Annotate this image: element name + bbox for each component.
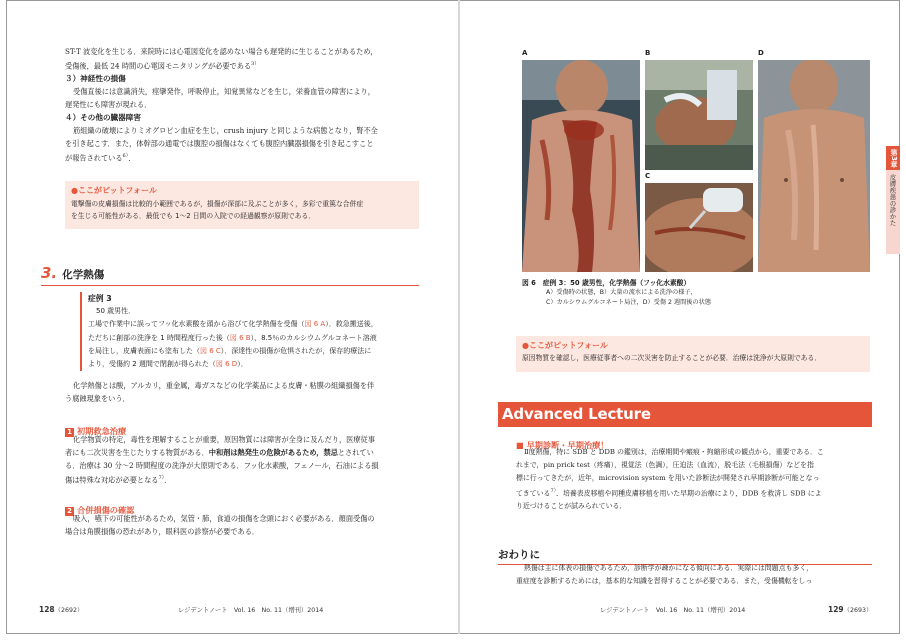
pitfall-text: 原因物質を確認し，医療従事者への二次災害を防止することが必要．治療は洗浄が大原則である．: [522, 354, 822, 362]
body-line: れまで，pin prick test（疼痛），視覚法（色調），圧迫法（血流），脱毛法（毛根損傷）などを指: [516, 461, 814, 469]
page-number: 128: [39, 605, 55, 614]
page-number-sub: （2692）: [54, 607, 84, 614]
section-title: 化学熱傷: [62, 269, 105, 281]
photo-label-c: C: [645, 172, 651, 180]
chem-intro-line: う腐蝕現象をいう．: [65, 394, 130, 403]
chem-intro-line: 化学熱傷とは酸，アルカリ，重金属，毒ガスなどの化学薬品による皮膚・粘膜の組織損傷を伴: [73, 381, 375, 390]
page-number: 129: [828, 605, 844, 614]
case-line: より，受傷約 2 週間で閉創が得られた（図 6 D）．: [88, 360, 248, 369]
closing-body: [516, 562, 876, 588]
chem-intro: [65, 379, 425, 405]
chapter-subtitle: 皮膚疾患の診かた: [888, 174, 897, 226]
body-line: 標に行ってきたが，近年，microvision system を用いた診断法が開発され早期診断が可能となっ: [516, 474, 820, 482]
advanced-body: [516, 446, 876, 513]
pitfall-title: ●ここがピットフォール: [522, 341, 608, 350]
pitfall-text: [71, 198, 413, 222]
ref-mark: 3）: [251, 61, 260, 67]
figure-ref-link[interactable]: 図 6 A: [304, 320, 326, 329]
figure-label: 図 6 症例 3：50 歳男性，化学熱傷（フッ化水素酸）: [522, 279, 691, 287]
intro-block: [65, 45, 425, 165]
ref-mark: 7）: [550, 488, 557, 494]
subsection-number-badge: 1: [65, 428, 74, 437]
figure-ref-link[interactable]: 図 6 D: [215, 360, 238, 369]
subsection-1-body: [65, 433, 425, 486]
figure-caption-line: C）カルシウムグルコネート局注，D）受傷 2 週間後の状態: [546, 299, 712, 306]
clinical-photo-d: [758, 60, 870, 272]
photo-label-d: D: [758, 49, 764, 57]
advanced-lecture-banner: Advanced Lecture: [498, 402, 872, 427]
case-title: 症例 3: [88, 294, 112, 303]
subsection-title: 初期救急治療: [77, 426, 127, 436]
figure-caption: [522, 278, 862, 308]
case-line: ただちに創部の洗浄を 1 時間程度行った後（図 6 B），8.5％のカルシウムグルコネート溶液: [88, 333, 377, 342]
intro-line: 受傷後，最低 24 時間の心電図モニタリングが必要である$^{3)}$: [65, 61, 260, 71]
intro-line: が報告されている$^{6)}$．: [65, 153, 136, 163]
pitfall-line: 電撃傷の皮膚損傷は比較的小範囲であるが，損傷が深部に及ぶことが多く，多彩で重篤な合併症: [71, 200, 364, 208]
subsection-number-badge: 2: [65, 507, 74, 516]
figure-ref-link[interactable]: 図 6 B: [229, 333, 251, 342]
page-number-sub: （2693）: [843, 607, 873, 614]
photo-label-a: A: [522, 49, 528, 57]
chapter-side-tab: [886, 146, 900, 254]
case-age: 50 歳男性．: [96, 307, 136, 316]
body-line: てきている$^{7)}$．培養表皮移植や同種皮膚移植を用いた早期の治療により，DDB を救済し SDB によ: [516, 488, 822, 498]
case-box: [80, 292, 428, 371]
pitfall-box-2: [516, 336, 870, 372]
figure-ref-link[interactable]: 図 6 C: [200, 346, 221, 355]
case-line: を局注し，皮膚表面にも塗布した（図 6 C）．深達性の損傷が危惧されたが，保存的療法に: [88, 346, 372, 355]
right-footer-journal: レジデントノート Vol. 16 No. 11（増刊）2014: [600, 607, 746, 614]
subsection-2-body: [65, 512, 425, 538]
intro-line: を引き起こす．また，体幹部の通電では腹腔の損傷はなくても腹腔内臓器損傷を引き起こすこと: [65, 139, 374, 149]
intro-line: 筋組織の破壊によりミオグロビン血症を生じ，crush injury と同じような病態となり，腎不全: [73, 126, 378, 136]
right-page: [460, 0, 900, 634]
pitfall-box: [65, 181, 419, 229]
body-line: 場合は角膜損傷の恐れがあり，眼科医の診察が必要である．: [65, 527, 260, 536]
body-line: り近づけることが試みられている．: [516, 502, 627, 511]
pitfall-title: ●ここがピットフォール: [71, 186, 157, 195]
body-line: 重症度を診断するためには，基本的な知識を習得することが必要である．また，受傷機転をしっ: [516, 577, 813, 585]
closing-title: おわりに: [498, 549, 540, 561]
intro-line: ST-T 波変化を生じる．来院時には心電図変化を認めない場合も遅発的に生じることがあるため，: [65, 47, 378, 56]
advanced-subheading-text: ■ 早期診断・早期治療！: [516, 440, 609, 450]
pitfall-line: を生じる可能性がある．最低でも 1〜2 日間の入院での経過観察が原則である．: [71, 212, 316, 220]
clinical-photo-b: [645, 60, 753, 170]
left-page: [6, 0, 458, 634]
figure-caption-line: A）受傷時の状態，B）大量の流水による洗浄の様子，: [546, 289, 697, 296]
chapter-label: 第3章: [886, 146, 900, 170]
clinical-photo-c: [645, 183, 753, 272]
subheading-nerve: ３）神経性の損傷: [65, 74, 126, 84]
body-line: る．治療は 30 分〜2 時間程度の洗浄が大原則である．フッ化水素酸，フェノール，石油による損: [65, 461, 379, 470]
ref-mark: 6）: [122, 153, 129, 160]
book-spread: [6, 0, 900, 634]
intro-line: 遅発性にも障害が現れる．: [65, 100, 152, 110]
photo-label-b: B: [645, 49, 651, 57]
case-line: 工場で作業中に誤ってフッ化水素酸を頭から浴びて化学熱傷を受傷（図 6 A）．救急搬送後，: [88, 320, 378, 329]
ref-mark: 7）: [158, 475, 165, 481]
body-line: 吸入，嚥下の可能性があるため，気管・肺，食道の損傷を念頭におく必要がある．顔面受傷の: [73, 514, 375, 523]
subheading-organ: ４）その他の臓器障害: [65, 113, 141, 123]
body-line: Ⅱ度熱傷，特に SDB と DDB の鑑別は，治療期間や瘢痕・拘縮形成の観点から，重要である．こ: [524, 448, 824, 456]
subsection-title: 合併損傷の確認: [77, 505, 135, 515]
left-footer-journal: レジデントノート Vol. 16 No. 11（増刊）2014: [178, 607, 324, 614]
section-number: 3.: [41, 264, 58, 282]
clinical-photo-a: [522, 60, 640, 272]
body-line: 者にも二次災害を生じたりする物質がある．中和剤は熱発生の危険があるため，禁忌とされてい: [65, 448, 374, 457]
section-underline: [41, 285, 419, 286]
body-line: 熱傷は主に体表の損傷であるため，診断学が疎かになる傾向にある．実際には問題点も多く，: [524, 564, 813, 572]
body-line: 化学物質の特定，毒性を理解することが重要，原因物質には障害が全身に及んだり，医療従事: [73, 435, 375, 444]
section-3-heading: [41, 263, 419, 287]
intro-line: 受傷直後には意識消失，痙攣発作，呼吸停止，知覚異常などを生じ，栄養血管の障害により，: [73, 87, 375, 97]
left-footer-page: [39, 605, 83, 614]
right-footer-page: [828, 605, 872, 614]
body-line: 傷は特殊な対応が必要となる$^{7)}$．: [65, 475, 172, 485]
